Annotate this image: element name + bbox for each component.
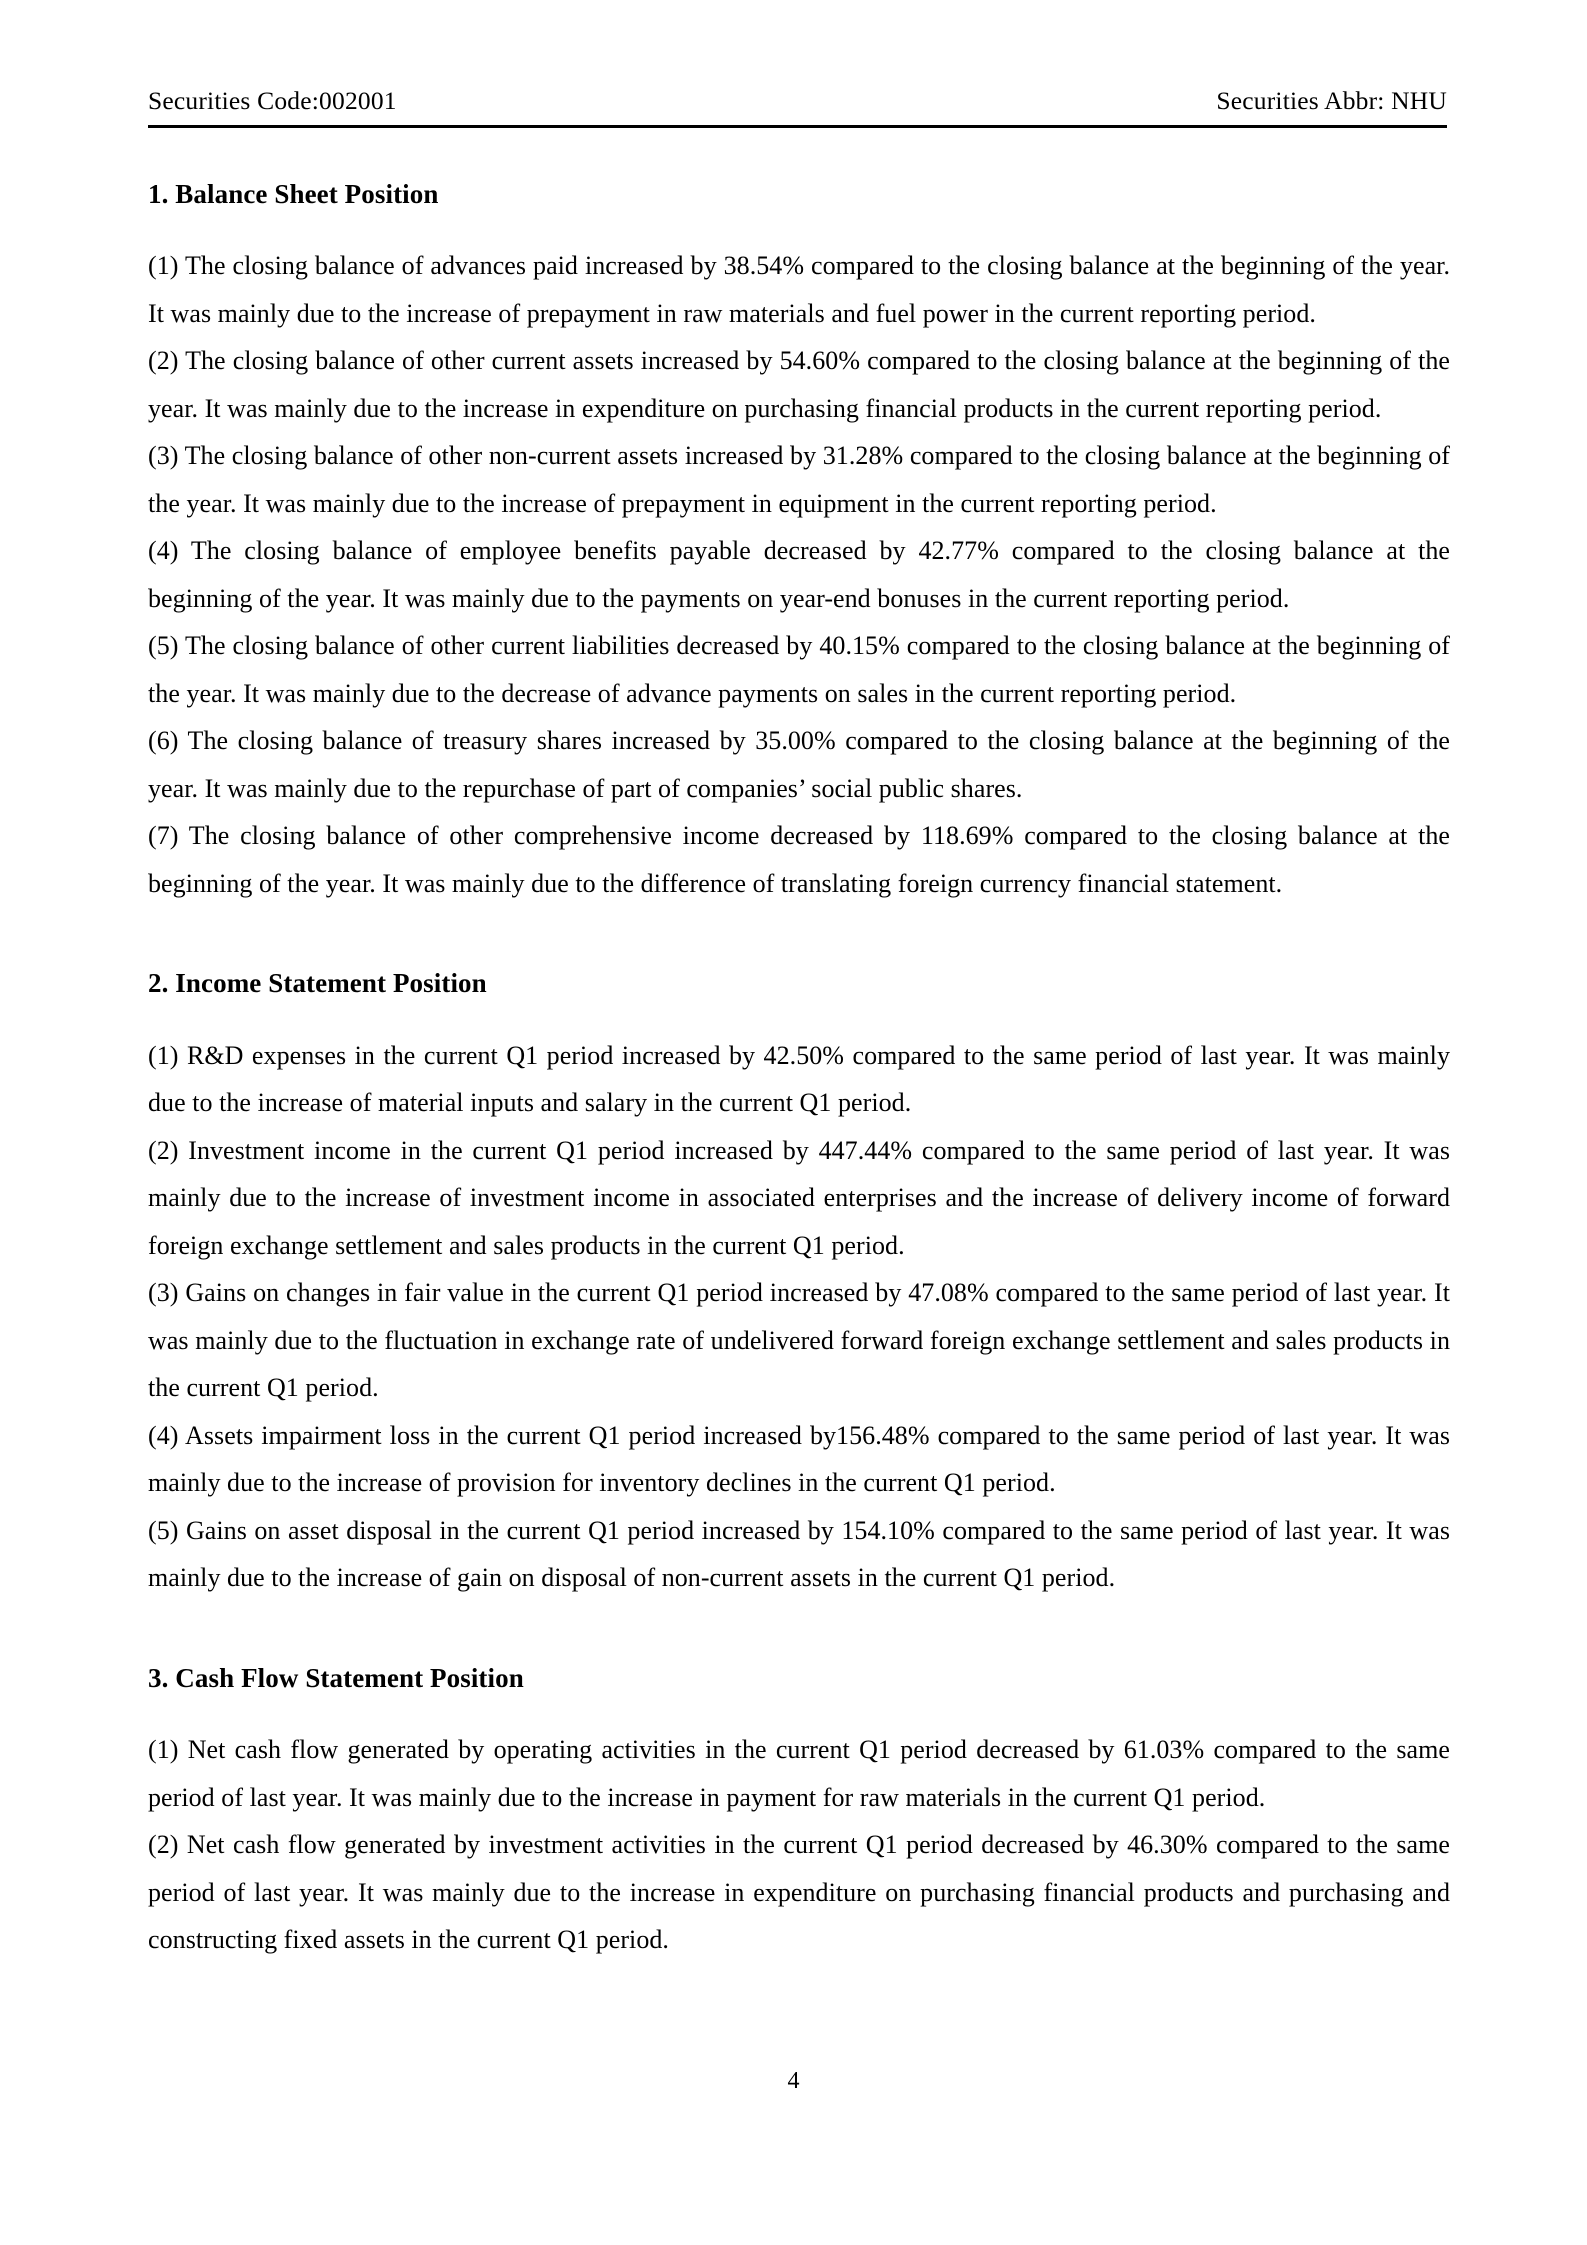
section-cash-flow-statement-position xyxy=(148,1660,1450,1964)
document-body xyxy=(148,176,1450,1964)
paragraph: (2) Net cash flow generated by investment activities in the current Q1 period decreased by 46.30% compared to the same period of last year. It was mainly due to the increase in expenditure on purchasing financial products and purchasing and constructing fixed assets in the current Q1 period. xyxy=(148,1830,1450,1955)
page-header xyxy=(148,86,1447,128)
section-balance-sheet-position xyxy=(148,176,1450,907)
paragraph: (5) Gains on asset disposal in the current Q1 period increased by 154.10% compared to the same period of last year. It was mainly due to the increase of gain on disposal of non-current assets in the current Q1 period. xyxy=(148,1515,1450,1593)
paragraph: (4) Assets impairment loss in the current Q1 period increased by156.48% compared to the same period of last year. It was mainly due to the increase of provision for inventory declines in the current Q1 period. xyxy=(148,1420,1450,1498)
securities-abbr-label: Securities Abbr: NHU xyxy=(1216,86,1447,115)
heading-spacer xyxy=(148,1002,1450,1032)
paragraph: (1) The closing balance of advances paid increased by 38.54% compared to the closing balance at the beginning of the year. It was mainly due to the increase of prepayment in raw materials and fuel power in the current reporting period. xyxy=(148,251,1450,328)
paragraph: (6) The closing balance of treasury shares increased by 35.00% compared to the closing balance at the beginning of the year. It was mainly due to the repurchase of part of companies’ social public shares. xyxy=(148,726,1450,803)
section-income-statement-position xyxy=(148,965,1450,1601)
paragraph: (1) Net cash flow generated by operating activities in the current Q1 period decreased by 61.03% compared to the same period of last year. It was mainly due to the increase in payment for raw materials in the current Q1 period. xyxy=(148,1735,1450,1812)
page-footer xyxy=(0,2068,1587,2095)
page-number: 4 xyxy=(787,2068,800,2094)
paragraph: (2) The closing balance of other current assets increased by 54.60% compared to the closing balance at the beginning of the year. It was mainly due to the increase in expenditure on purchasing financial products in the current reporting period. xyxy=(148,346,1450,423)
heading-spacer xyxy=(148,212,1450,242)
section-heading: 3. Cash Flow Statement Position xyxy=(148,1662,524,1693)
paragraph: (1) R&D expenses in the current Q1 period increased by 42.50% compared to the same period of last year. It was mainly due to the increase of material inputs and salary in the current Q1 period. xyxy=(148,1040,1450,1118)
paragraph: (7) The closing balance of other comprehensive income decreased by 118.69% compared to the closing balance at the beginning of the year. It was mainly due to the difference of translating foreign currency financial statement. xyxy=(148,821,1450,898)
paragraph: (4) The closing balance of employee benefits payable decreased by 42.77% compared to the closing balance at the beginning of the year. It was mainly due to the payments on year-end bonuses in the current reporting period. xyxy=(148,536,1450,613)
paragraph: (5) The closing balance of other current liabilities decreased by 40.15% compared to the closing balance at the beginning of the year. It was mainly due to the decrease of advance payments on sales in the current reporting period. xyxy=(148,631,1450,708)
paragraph: (2) Investment income in the current Q1 period increased by 447.44% compared to the same period of last year. It was mainly due to the increase of investment income in associated enterprises and the increase of delivery income of forward foreign exchange settlement and sales products in the current Q1 period. xyxy=(148,1135,1450,1260)
section-heading: 2. Income Statement Position xyxy=(148,968,487,999)
paragraph: (3) The closing balance of other non-current assets increased by 31.28% compared to the closing balance at the beginning of the year. It was mainly due to the increase of prepayment in equipment in the current reporting period. xyxy=(148,441,1450,518)
paragraph: (3) Gains on changes in fair value in the current Q1 period increased by 47.08% compared to the same period of last year. It was mainly due to the fluctuation in exchange rate of undelivered forward foreign exchange settlement and sales products in the current Q1 period. xyxy=(148,1278,1450,1403)
securities-code-label: Securities Code:002001 xyxy=(148,86,397,115)
heading-spacer xyxy=(148,1696,1450,1726)
section-heading: 1. Balance Sheet Position xyxy=(148,179,439,209)
